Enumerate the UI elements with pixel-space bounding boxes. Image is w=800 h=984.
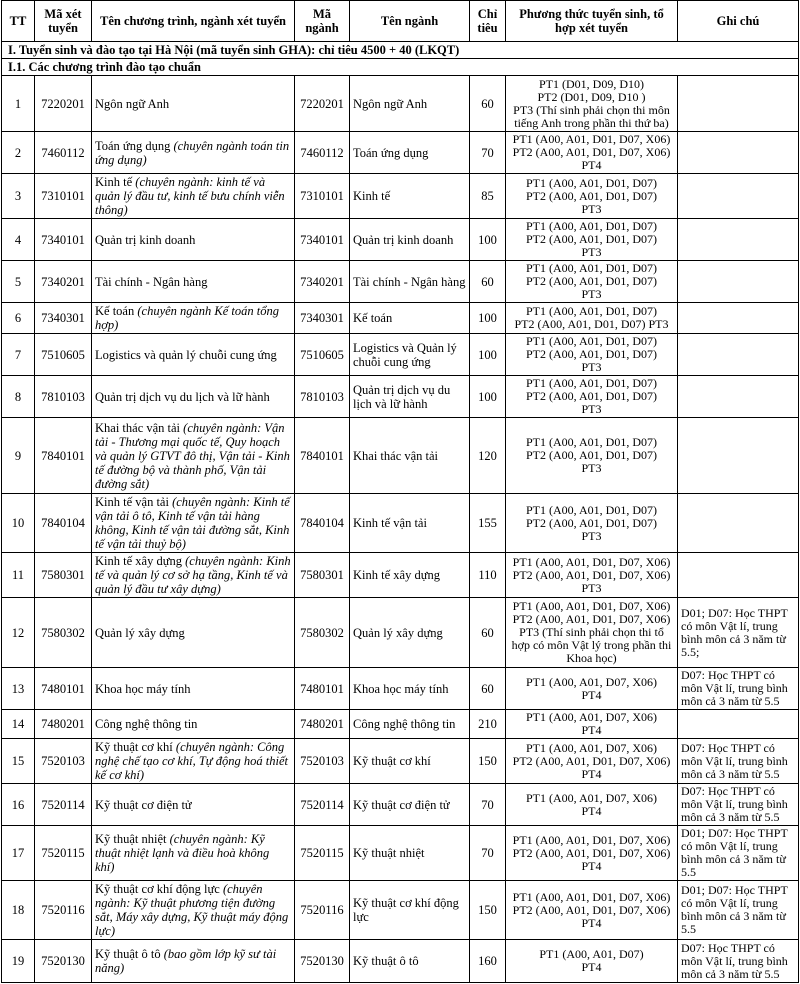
cell-ghi-chu: D07: Học THPT có môn Vật lí, trung bình môn cả 3 năm từ 5.5: [678, 668, 799, 710]
cell-chi-tieu: 60: [470, 261, 506, 303]
table-row: [2, 132, 799, 174]
cell-tt: 12: [2, 598, 35, 668]
program-name: Quản trị kinh doanh: [95, 232, 196, 247]
program-name: Toán ứng dụng: [95, 138, 174, 153]
cell-ten-nganh: Công nghệ thông tin: [350, 710, 470, 739]
table-row: [2, 494, 799, 553]
cell-tt: 9: [2, 418, 35, 494]
cell-chi-tieu: 70: [470, 784, 506, 826]
header-ma-xet-tuyen: Mã xét tuyển: [35, 1, 92, 42]
cell-ghi-chu: [678, 261, 799, 303]
cell-phuong-thuc: PT1 (A00, A01, D01, D07, X06) PT2 (A00, A01, D01, D07, X06) PT3: [506, 553, 678, 598]
cell-ten-nganh: Quản trị dịch vụ du lịch và lữ hành: [350, 376, 470, 418]
program-name: Kinh tế xây dựng: [95, 554, 186, 568]
cell-ma-xet-tuyen: 7510605: [35, 334, 92, 376]
table-row: [2, 598, 799, 668]
cell-ten-nganh: Kỹ thuật ô tô: [350, 940, 470, 983]
cell-ten-chuong-trinh: [92, 132, 295, 174]
cell-phuong-thuc: PT1 (A00, A01, D07) PT4: [506, 940, 678, 983]
cell-ma-nganh: 7480201: [295, 710, 350, 739]
cell-tt: 13: [2, 668, 35, 710]
table-row: [2, 940, 799, 983]
cell-ten-nganh: Kế toán: [350, 303, 470, 334]
cell-ten-nganh: Quản trị kinh doanh: [350, 219, 470, 261]
table-row: [2, 710, 799, 739]
cell-ten-chuong-trinh: [92, 553, 295, 598]
program-name: Quản trị dịch vụ du lịch và lữ hành: [95, 389, 270, 404]
cell-phuong-thuc: PT1 (A00, A01, D01, D07) PT2 (A00, A01, D01, D07) PT3: [506, 376, 678, 418]
cell-ma-nganh: 7580302: [295, 598, 350, 668]
cell-chi-tieu: 70: [470, 132, 506, 174]
cell-phuong-thuc: PT1 (A00, A01, D07, X06) PT2 (A00, A01, D01, D07, X06) PT4: [506, 739, 678, 784]
header-chi-tieu: Chỉ tiêu: [470, 1, 506, 42]
table-row: [2, 826, 799, 881]
cell-ghi-chu: D01; D07: Học THPT có môn Vật lí, trung bình môn cả 3 năm từ 5.5;: [678, 598, 799, 668]
program-name: Ngôn ngữ Anh: [95, 96, 170, 111]
cell-ten-chuong-trinh: [92, 940, 295, 983]
cell-ma-xet-tuyen: 7340301: [35, 303, 92, 334]
table-row: [2, 219, 799, 261]
program-name: Kỹ thuật nhiệt: [95, 832, 170, 846]
cell-ten-chuong-trinh: [92, 261, 295, 303]
cell-phuong-thuc: PT1 (A00, A01, D01, D07) PT2 (A00, A01, D01, D07) PT3: [506, 418, 678, 494]
cell-chi-tieu: 60: [470, 76, 506, 132]
cell-ghi-chu: [678, 303, 799, 334]
table-row: [2, 76, 799, 132]
program-specialization: (chuyên ngành: Kỹ thuật phương tiện đường sắt, Máy xây dựng, Kỹ thuật máy động lực): [95, 882, 289, 938]
cell-ma-nganh: 7510605: [295, 334, 350, 376]
cell-chi-tieu: 85: [470, 174, 506, 219]
cell-ma-xet-tuyen: 7340101: [35, 219, 92, 261]
cell-ma-nganh: 7810103: [295, 376, 350, 418]
cell-ten-nganh: Toán ứng dụng: [350, 132, 470, 174]
section-title: I. Tuyển sinh và đào tạo tại Hà Nội (mã tuyển sinh GHA): chỉ tiêu 4500 + 40 (LKQT): [2, 42, 799, 59]
cell-tt: 19: [2, 940, 35, 983]
cell-ghi-chu: [678, 174, 799, 219]
program-name: Kỹ thuật cơ khí: [95, 740, 176, 754]
cell-chi-tieu: 100: [470, 303, 506, 334]
header-ma-nganh: Mã ngành: [295, 1, 350, 42]
cell-ghi-chu: [678, 76, 799, 132]
cell-ten-nganh: Khai thác vận tải: [350, 418, 470, 494]
cell-ma-xet-tuyen: 7810103: [35, 376, 92, 418]
cell-ten-chuong-trinh: [92, 174, 295, 219]
cell-phuong-thuc: PT1 (A00, A01, D01, D07) PT2 (A00, A01, D01, D07) PT3: [506, 494, 678, 553]
cell-ma-nganh: 7840104: [295, 494, 350, 553]
cell-ma-xet-tuyen: 7520116: [35, 881, 92, 940]
cell-phuong-thuc: PT1 (A00, A01, D01, D07, X06) PT2 (A00, A01, D01, D07, X06) PT4: [506, 881, 678, 940]
subsection-title: I.1. Các chương trình đào tạo chuẩn: [2, 59, 799, 76]
cell-ma-xet-tuyen: 7840101: [35, 418, 92, 494]
cell-chi-tieu: 150: [470, 881, 506, 940]
cell-phuong-thuc: PT1 (D01, D09, D10) PT2 (D01, D09, D10 ) PT3 (Thí sinh phải chọn thi môn tiếng Anh trong phần thi thứ ba): [506, 76, 678, 132]
cell-ma-xet-tuyen: 7480201: [35, 710, 92, 739]
cell-ma-nganh: 7520115: [295, 826, 350, 881]
table-row: [2, 881, 799, 940]
cell-chi-tieu: 60: [470, 598, 506, 668]
program-name: Kỹ thuật ô tô: [95, 947, 164, 961]
cell-chi-tieu: 100: [470, 334, 506, 376]
program-name: Kế toán: [95, 304, 138, 318]
header-ten-chuong-trinh: Tên chương trình, ngành xét tuyển: [92, 1, 295, 42]
cell-ma-nganh: 7340201: [295, 261, 350, 303]
cell-ghi-chu: [678, 710, 799, 739]
cell-chi-tieu: 60: [470, 668, 506, 710]
program-name: Quản lý xây dựng: [95, 625, 185, 640]
cell-ten-chuong-trinh: [92, 739, 295, 784]
cell-tt: 8: [2, 376, 35, 418]
cell-ma-xet-tuyen: 7520130: [35, 940, 92, 983]
table-row: [2, 376, 799, 418]
cell-tt: 14: [2, 710, 35, 739]
cell-ma-nganh: 7520116: [295, 881, 350, 940]
cell-ghi-chu: [678, 494, 799, 553]
cell-ten-chuong-trinh: [92, 826, 295, 881]
cell-ma-xet-tuyen: 7460112: [35, 132, 92, 174]
cell-phuong-thuc: PT1 (A00, A01, D01, D07, X06) PT2 (A00, A01, D01, D07, X06) PT4: [506, 132, 678, 174]
table-row: [2, 418, 799, 494]
cell-tt: 6: [2, 303, 35, 334]
cell-phuong-thuc: PT1 (A00, A01, D07, X06) PT4: [506, 710, 678, 739]
cell-ten-chuong-trinh: [92, 334, 295, 376]
cell-ten-chuong-trinh: [92, 303, 295, 334]
cell-tt: 2: [2, 132, 35, 174]
program-specialization: (chuyên ngành: Vận tải - Thương mại quốc tế, Quy hoạch và quản lý GTVT đô thị, Vận tải - Kinh tế đường bộ và thành phố, Vận tải đường sắt): [95, 420, 290, 491]
cell-ma-nganh: 7340301: [295, 303, 350, 334]
cell-phuong-thuc: PT1 (A00, A01, D01, D07, X06) PT2 (A00, A01, D01, D07, X06) PT4: [506, 826, 678, 881]
program-specialization: (chuyên ngành: Công nghệ chế tạo cơ khí, Tự động hoá thiết kế cơ khí): [95, 740, 288, 782]
cell-ten-chuong-trinh: [92, 668, 295, 710]
cell-ten-chuong-trinh: [92, 418, 295, 494]
cell-phuong-thuc: PT1 (A00, A01, D01, D07) PT2 (A00, A01, D01, D07) PT3: [506, 303, 678, 334]
program-specialization: (chuyên ngành Kế toán tổng hợp): [95, 304, 279, 332]
header-phuong-thuc: Phương thức tuyển sinh, tổ hợp xét tuyển: [506, 1, 678, 42]
program-name: Kỹ thuật cơ khí động lực: [95, 882, 223, 896]
cell-chi-tieu: 155: [470, 494, 506, 553]
cell-phuong-thuc: PT1 (A00, A01, D07, X06) PT4: [506, 784, 678, 826]
cell-ten-nganh: Kỹ thuật nhiệt: [350, 826, 470, 881]
subsection-row: [2, 59, 799, 76]
cell-ma-nganh: 7460112: [295, 132, 350, 174]
cell-chi-tieu: 100: [470, 376, 506, 418]
program-name: Khai thác vận tải: [95, 420, 184, 435]
cell-ma-xet-tuyen: 7340201: [35, 261, 92, 303]
cell-ten-chuong-trinh: [92, 76, 295, 132]
cell-ten-nganh: Ngôn ngữ Anh: [350, 76, 470, 132]
cell-ten-nganh: Tài chính - Ngân hàng: [350, 261, 470, 303]
cell-ma-nganh: 7580301: [295, 553, 350, 598]
table-row: [2, 668, 799, 710]
cell-ghi-chu: D01; D07: Học THPT có môn Vật lí, trung bình môn cả 3 năm từ 5.5: [678, 826, 799, 881]
cell-tt: 11: [2, 553, 35, 598]
cell-ghi-chu: [678, 219, 799, 261]
cell-ten-nganh: Kỹ thuật cơ khí: [350, 739, 470, 784]
cell-ten-nganh: Khoa học máy tính: [350, 668, 470, 710]
cell-ma-nganh: 7480101: [295, 668, 350, 710]
table-row: [2, 261, 799, 303]
cell-ten-chuong-trinh: [92, 710, 295, 739]
cell-tt: 7: [2, 334, 35, 376]
cell-ten-nganh: Kinh tế: [350, 174, 470, 219]
cell-ma-nganh: 7520130: [295, 940, 350, 983]
program-specialization: (bao gồm lớp kỹ sư tài năng): [95, 947, 277, 975]
cell-ten-chuong-trinh: [92, 784, 295, 826]
cell-chi-tieu: 100: [470, 219, 506, 261]
cell-ten-nganh: Kinh tế xây dựng: [350, 553, 470, 598]
cell-tt: 1: [2, 76, 35, 132]
table-row: [2, 303, 799, 334]
program-name: Kinh tế: [95, 175, 136, 189]
cell-tt: 10: [2, 494, 35, 553]
cell-ten-chuong-trinh: [92, 219, 295, 261]
table-row: [2, 739, 799, 784]
cell-ten-nganh: Kỹ thuật cơ điện tử: [350, 784, 470, 826]
cell-tt: 16: [2, 784, 35, 826]
cell-chi-tieu: 150: [470, 739, 506, 784]
cell-phuong-thuc: PT1 (A00, A01, D01, D07) PT2 (A00, A01, D01, D07) PT3: [506, 261, 678, 303]
cell-tt: 5: [2, 261, 35, 303]
cell-ma-nganh: 7220201: [295, 76, 350, 132]
cell-tt: 17: [2, 826, 35, 881]
cell-ghi-chu: D07: Học THPT có môn Vật lí, trung bình môn cả 3 năm từ 5.5: [678, 940, 799, 983]
cell-ten-nganh: Kỹ thuật cơ khí động lực: [350, 881, 470, 940]
cell-chi-tieu: 120: [470, 418, 506, 494]
cell-tt: 15: [2, 739, 35, 784]
cell-ma-xet-tuyen: 7220201: [35, 76, 92, 132]
section-row: [2, 42, 799, 59]
cell-ten-chuong-trinh: [92, 881, 295, 940]
program-name: Công nghệ thông tin: [95, 717, 198, 731]
cell-ma-xet-tuyen: 7520103: [35, 739, 92, 784]
cell-ma-xet-tuyen: 7310101: [35, 174, 92, 219]
cell-ghi-chu: D07: Học THPT có môn Vật lí, trung bình môn cả 3 năm từ 5.5: [678, 739, 799, 784]
cell-chi-tieu: 160: [470, 940, 506, 983]
program-name: Kỹ thuật cơ điện tử: [95, 797, 192, 812]
cell-ma-nganh: 7520114: [295, 784, 350, 826]
cell-ten-chuong-trinh: [92, 598, 295, 668]
cell-ghi-chu: [678, 376, 799, 418]
program-specialization: (chuyên ngành: Kinh tế vận tải ô tô, Kinh tế vận tải hàng không, Kinh tế vận tải đường sắt, Kinh tế vận tải thuỷ bộ): [95, 495, 290, 551]
cell-ten-nganh: Kinh tế vận tải: [350, 494, 470, 553]
cell-ma-xet-tuyen: 7840104: [35, 494, 92, 553]
table-row: [2, 784, 799, 826]
cell-phuong-thuc: PT1 (A00, A01, D01, D07) PT2 (A00, A01, D01, D07) PT3: [506, 174, 678, 219]
program-specialization: (chuyên ngành toán tin ứng dụng): [95, 138, 290, 167]
cell-ghi-chu: [678, 418, 799, 494]
cell-tt: 18: [2, 881, 35, 940]
cell-chi-tieu: 210: [470, 710, 506, 739]
cell-ma-nganh: 7840101: [295, 418, 350, 494]
cell-ma-xet-tuyen: 7580302: [35, 598, 92, 668]
cell-ghi-chu: D01; D07: Học THPT có môn Vật lí, trung bình môn cả 3 năm từ 5.5: [678, 881, 799, 940]
cell-phuong-thuc: PT1 (A00, A01, D07, X06) PT4: [506, 668, 678, 710]
cell-ma-xet-tuyen: 7580301: [35, 553, 92, 598]
cell-ghi-chu: [678, 334, 799, 376]
cell-chi-tieu: 70: [470, 826, 506, 881]
cell-ma-nganh: 7520103: [295, 739, 350, 784]
header-ghi-chu: Ghi chú: [678, 1, 799, 42]
cell-ghi-chu: [678, 132, 799, 174]
cell-ten-nganh: Quản lý xây dựng: [350, 598, 470, 668]
cell-ten-nganh: Logistics và Quản lý chuỗi cung ứng: [350, 334, 470, 376]
cell-phuong-thuc: PT1 (A00, A01, D01, D07, X06) PT2 (A00, A01, D01, D07, X06) PT3 (Thí sinh phải chọn thi tổ hợp có môn Vật lý trong phần thi Khoa học): [506, 598, 678, 668]
program-specialization: (chuyên ngành: kinh tế và quản lý đầu tư, kinh tế bưu chính viễn thông): [95, 175, 285, 217]
admission-table: [1, 0, 799, 983]
program-name: Logistics và quản lý chuỗi cung ứng: [95, 347, 277, 362]
cell-phuong-thuc: PT1 (A00, A01, D01, D07) PT2 (A00, A01, D01, D07) PT3: [506, 219, 678, 261]
cell-ma-xet-tuyen: 7480101: [35, 668, 92, 710]
program-name: Khoa học máy tính: [95, 681, 191, 696]
cell-tt: 3: [2, 174, 35, 219]
table-row: [2, 553, 799, 598]
cell-phuong-thuc: PT1 (A00, A01, D01, D07) PT2 (A00, A01, D01, D07) PT3: [506, 334, 678, 376]
program-specialization: (chuyên ngành: Kỹ thuật nhiệt lạnh và điều hoà không khí): [95, 832, 270, 874]
header-ten-nganh: Tên ngành: [350, 1, 470, 42]
cell-ma-nganh: 7310101: [295, 174, 350, 219]
cell-tt: 4: [2, 219, 35, 261]
header-tt: TT: [2, 1, 35, 42]
program-name: Tài chính - Ngân hàng: [95, 274, 208, 289]
cell-ma-xet-tuyen: 7520114: [35, 784, 92, 826]
table-row: [2, 174, 799, 219]
table-row: [2, 334, 799, 376]
cell-ten-chuong-trinh: [92, 494, 295, 553]
cell-ma-nganh: 7340101: [295, 219, 350, 261]
cell-ten-chuong-trinh: [92, 376, 295, 418]
cell-chi-tieu: 110: [470, 553, 506, 598]
program-name: Kinh tế vận tải: [95, 495, 173, 509]
header-row: [2, 1, 799, 42]
cell-ma-xet-tuyen: 7520115: [35, 826, 92, 881]
program-specialization: (chuyên ngành: Kinh tế và quản lý cơ sở hạ tầng, Kinh tế và quản lý đầu tư xây dựng): [95, 554, 291, 596]
cell-ghi-chu: D07: Học THPT có môn Vật lí, trung bình môn cả 3 năm từ 5.5: [678, 784, 799, 826]
cell-ghi-chu: [678, 553, 799, 598]
